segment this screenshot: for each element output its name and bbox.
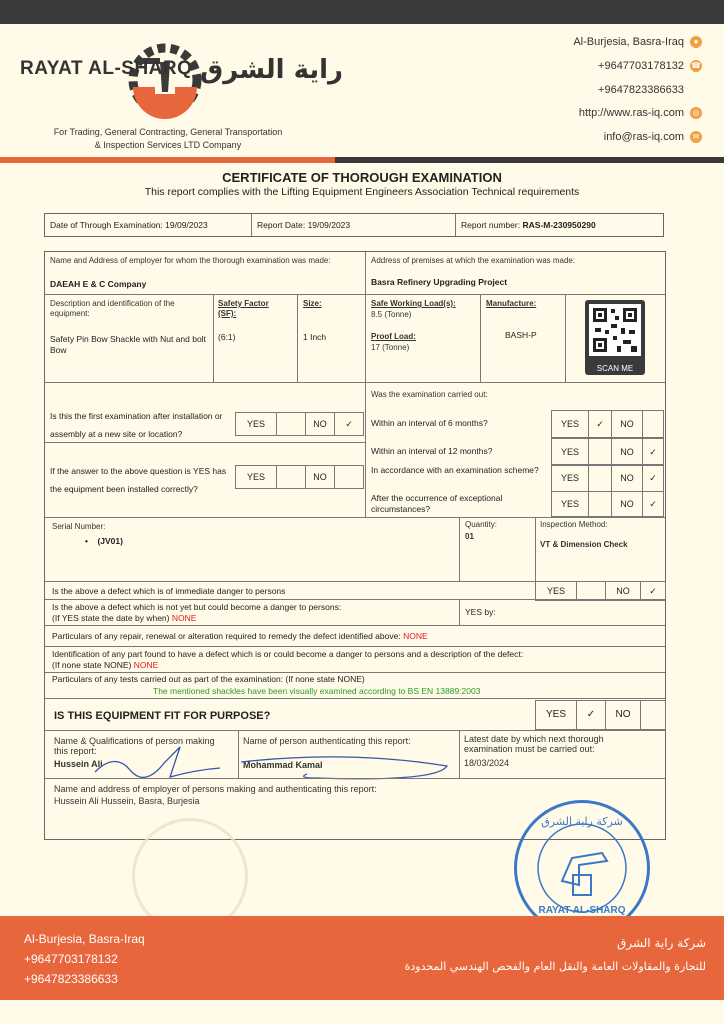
- main-table: [44, 251, 666, 840]
- fit-yes[interactable]: YES: [535, 700, 577, 730]
- interval-row-1-yes-mark[interactable]: ✓: [588, 410, 612, 438]
- part-defect-note-text: (If none state NONE): [52, 660, 132, 670]
- tagline: [18, 126, 318, 152]
- interval-row-3-yes[interactable]: YES: [551, 464, 589, 492]
- exam-date-value: 19/09/2023: [165, 220, 208, 230]
- signature-hussein: [85, 742, 225, 782]
- stamp-text-arabic: شركة راية الشرق: [541, 815, 623, 828]
- first-exam-question: Is this the first examination after installation or assembly at a new site or location?: [50, 411, 223, 439]
- installed-correctly-question: If the answer to the above question is YES has the equipment been installed correctly?: [50, 466, 227, 494]
- serial-label: Serial Number:: [52, 522, 106, 531]
- signature-mohammad: [237, 752, 457, 784]
- exam-date: [50, 220, 208, 231]
- stamp-text: RAYAT AL-SHARQ: [538, 905, 626, 916]
- safety-factor-label: Safety Factor (SF):: [218, 299, 269, 318]
- size-value: 1 Inch: [303, 332, 327, 342]
- part-defect-note: [52, 660, 158, 671]
- fit-yes-check[interactable]: ✓: [576, 700, 606, 730]
- immediate-danger-no[interactable]: NO: [605, 581, 641, 601]
- repair-row: [52, 631, 428, 642]
- interval-heading: Was the examination carried out:: [371, 390, 488, 399]
- header-stripe-orange: [0, 157, 335, 163]
- immediate-danger-yes-box[interactable]: [576, 581, 606, 601]
- immediate-danger-question: Is the above a defect which is of immediate danger to persons: [52, 586, 286, 596]
- fit-no[interactable]: NO: [605, 700, 641, 730]
- report-date-label: Report Date:: [257, 220, 306, 230]
- contact-email-text[interactable]: info@ras-iq.com: [603, 131, 684, 143]
- web-icon: ◎: [690, 107, 702, 119]
- mobile-icon: [690, 84, 702, 96]
- interval-row-3-text: In accordance with an examination scheme?: [371, 465, 539, 475]
- qr-code[interactable]: [585, 300, 645, 375]
- yes-by-label: YES by:: [465, 607, 496, 617]
- report-number: [461, 220, 596, 231]
- footer-phone-1: +9647703178132: [24, 952, 118, 966]
- swl-value: 8.5 (Tonne): [371, 310, 412, 319]
- footer-company-arabic: شركة راية الشرق: [617, 936, 706, 950]
- report-number-label: Report number:: [461, 220, 521, 230]
- certificate-title: CERTIFICATE OF THOROUGH EXAMINATION: [222, 170, 502, 185]
- installed-no-box[interactable]: [334, 465, 364, 489]
- fit-no-box[interactable]: [640, 700, 666, 730]
- equipment-desc-value: Safety Pin Bow Shackle with Nut and bolt Bow: [50, 334, 206, 355]
- interval-row-2-no[interactable]: NO: [611, 438, 643, 466]
- first-exam-no-check[interactable]: ✓: [334, 412, 364, 436]
- serial-value-text: (JV01): [97, 536, 123, 546]
- immediate-danger-yes[interactable]: YES: [535, 581, 577, 601]
- authenticator-label: Name of person authenticating this report:: [243, 736, 411, 746]
- employer-persons-label: Name and address of employer of persons making and authenticating this report:: [54, 784, 377, 794]
- size-label: Size:: [303, 299, 322, 308]
- future-danger-note-text: (If YES state the date by when): [52, 613, 170, 623]
- manufacture-label: Manufacture:: [486, 299, 537, 308]
- report-date-value: 19/09/2023: [307, 220, 351, 230]
- tagline-line-1: For Trading, General Contracting, General Transportation: [53, 127, 283, 137]
- contact-address-text: Al-Burjesia, Basra-Iraq: [573, 36, 684, 48]
- inspection-method-value: VT & Dimension Check: [540, 540, 628, 549]
- exam-date-label: Date of Through Examination:: [50, 220, 163, 230]
- part-defect-none: NONE: [133, 660, 159, 670]
- tests-value: The mentioned shackles have been visually examined according to BS EN 13889:2003: [153, 686, 481, 696]
- employer-persons-value: Hussein Ali Hussein, Basra, Burjesia: [54, 796, 200, 806]
- future-danger-note: [52, 613, 196, 624]
- authenticator-value: Mohammad Kamal: [243, 760, 323, 770]
- tagline-line-2: & Inspection Services LTD Company: [94, 140, 242, 150]
- quantity-label: Quantity:: [465, 520, 498, 529]
- contact-web[interactable]: [578, 107, 700, 119]
- safety-factor-value: (6:1): [218, 332, 236, 342]
- installed-yes-box[interactable]: [276, 465, 306, 489]
- interval-row-4-text: After the occurrence of exceptional circumstances?: [371, 493, 503, 514]
- installed-no[interactable]: NO: [305, 465, 335, 489]
- mail-icon: ✉: [690, 131, 702, 143]
- interval-row-2-text: Within an interval of 12 months?: [371, 446, 493, 456]
- installed-yes[interactable]: YES: [235, 465, 277, 489]
- future-danger-question: Is the above a defect which is not yet but could become a danger to persons:: [52, 602, 342, 612]
- equipment-desc-label: Description and identification of the equipment:: [50, 299, 175, 318]
- location-icon: ●: [690, 36, 702, 48]
- immediate-danger-no-check[interactable]: ✓: [640, 581, 666, 601]
- next-exam-label: Latest date by which next thorough examination must be carried out:: [464, 734, 604, 754]
- inspection-method-label: Inspection Method:: [540, 520, 608, 529]
- interval-row-4-no-mark[interactable]: ✓: [642, 491, 664, 517]
- brand-name: RAYAT AL-SHARQ: [20, 58, 193, 79]
- report-date: [257, 220, 350, 231]
- person-making-label: Name & Qualifications of person making this report:: [54, 736, 215, 756]
- interval-row-4-no[interactable]: NO: [611, 491, 643, 517]
- next-exam-value: 18/03/2024: [464, 758, 510, 768]
- swl-label: Safe Working Load(s):: [371, 299, 456, 308]
- contact-phone-1: [598, 60, 701, 72]
- interval-row-3-no[interactable]: NO: [611, 464, 643, 492]
- proof-load-value: 17 (Tonne): [371, 343, 410, 352]
- first-exam-yes-box[interactable]: [276, 412, 306, 436]
- interval-row-1-no[interactable]: NO: [611, 410, 643, 438]
- interval-row-1-text: Within an interval of 6 months?: [371, 418, 488, 428]
- footer-company-desc-arabic: للتجارة والمقاولات العامة والنقل العام والفحص الهندسي المحدودة: [404, 960, 706, 973]
- premises-value: Basra Refinery Upgrading Project: [371, 277, 508, 287]
- interval-row-4-yes[interactable]: YES: [551, 491, 589, 517]
- tests-label: Particulars of any tests carried out as part of the examination: (If none state NONE): [52, 674, 365, 684]
- scan-me-label: SCAN ME: [596, 364, 634, 373]
- interval-row-2-yes[interactable]: YES: [551, 438, 589, 466]
- part-defect-question: Identification of any part found to have a defect which is or could become a danger to persons and a description of the defect:: [52, 649, 524, 659]
- interval-row-2-no-mark[interactable]: ✓: [642, 438, 664, 466]
- certificate-subtitle: This report complies with the Lifting Equipment Engineers Association Technical requirements: [144, 186, 580, 198]
- repair-label: Particulars of any repair, renewal or alteration required to remedy the defect identified above:: [52, 631, 401, 641]
- first-exam-yes[interactable]: YES: [235, 412, 277, 436]
- repair-none: NONE: [403, 631, 428, 641]
- contact-address: [573, 36, 699, 48]
- employer-label: Name and Address of employer for whom the thorough examination was made:: [50, 256, 331, 265]
- interval-row-4-yes-mark[interactable]: [588, 491, 612, 517]
- phone-icon: ☎: [691, 61, 701, 70]
- fit-for-purpose-label: IS THIS EQUIPMENT FIT FOR PURPOSE?: [54, 710, 271, 722]
- interval-row-3-no-mark[interactable]: ✓: [642, 464, 664, 492]
- footer: [0, 916, 724, 1000]
- report-number-value: RAS-M-230950290: [522, 220, 596, 230]
- interval-row-3-yes-mark[interactable]: [588, 464, 612, 492]
- contact-web-text[interactable]: http://www.ras-iq.com: [578, 107, 684, 119]
- contact-phone-1-text: +9647703178132: [598, 60, 684, 72]
- header-stripe-dark: [335, 157, 724, 163]
- contact-email[interactable]: [603, 131, 700, 143]
- proof-load-label: Proof Load:: [371, 332, 416, 341]
- employer-value: DAEAH E & C Company: [50, 279, 147, 289]
- manufacture-value: BASH-P: [505, 330, 537, 340]
- serial-value: • (JV01): [85, 536, 123, 546]
- quantity-value: 01: [465, 532, 474, 541]
- qr-icon: [585, 300, 645, 360]
- first-exam-no[interactable]: NO: [305, 412, 335, 436]
- contact-phone-2: [598, 84, 684, 96]
- contact-phone-2-text: +9647823386633: [598, 84, 684, 96]
- future-danger-none: NONE: [171, 613, 197, 623]
- meta-row: [44, 213, 664, 237]
- brand-name-arabic: راية الشرق: [200, 55, 344, 85]
- footer-address: Al-Burjesia, Basra-Iraq: [24, 932, 145, 946]
- interval-row-2-yes-mark[interactable]: [588, 438, 612, 466]
- interval-row-1-yes[interactable]: YES: [551, 410, 589, 438]
- footer-phone-2: +9647823386633: [24, 972, 118, 986]
- premises-label: Address of premises at which the examination was made:: [371, 256, 576, 265]
- person-making-value: Hussein Ali: [54, 759, 103, 769]
- interval-row-1-no-mark[interactable]: [642, 410, 664, 438]
- top-bar: [0, 0, 724, 24]
